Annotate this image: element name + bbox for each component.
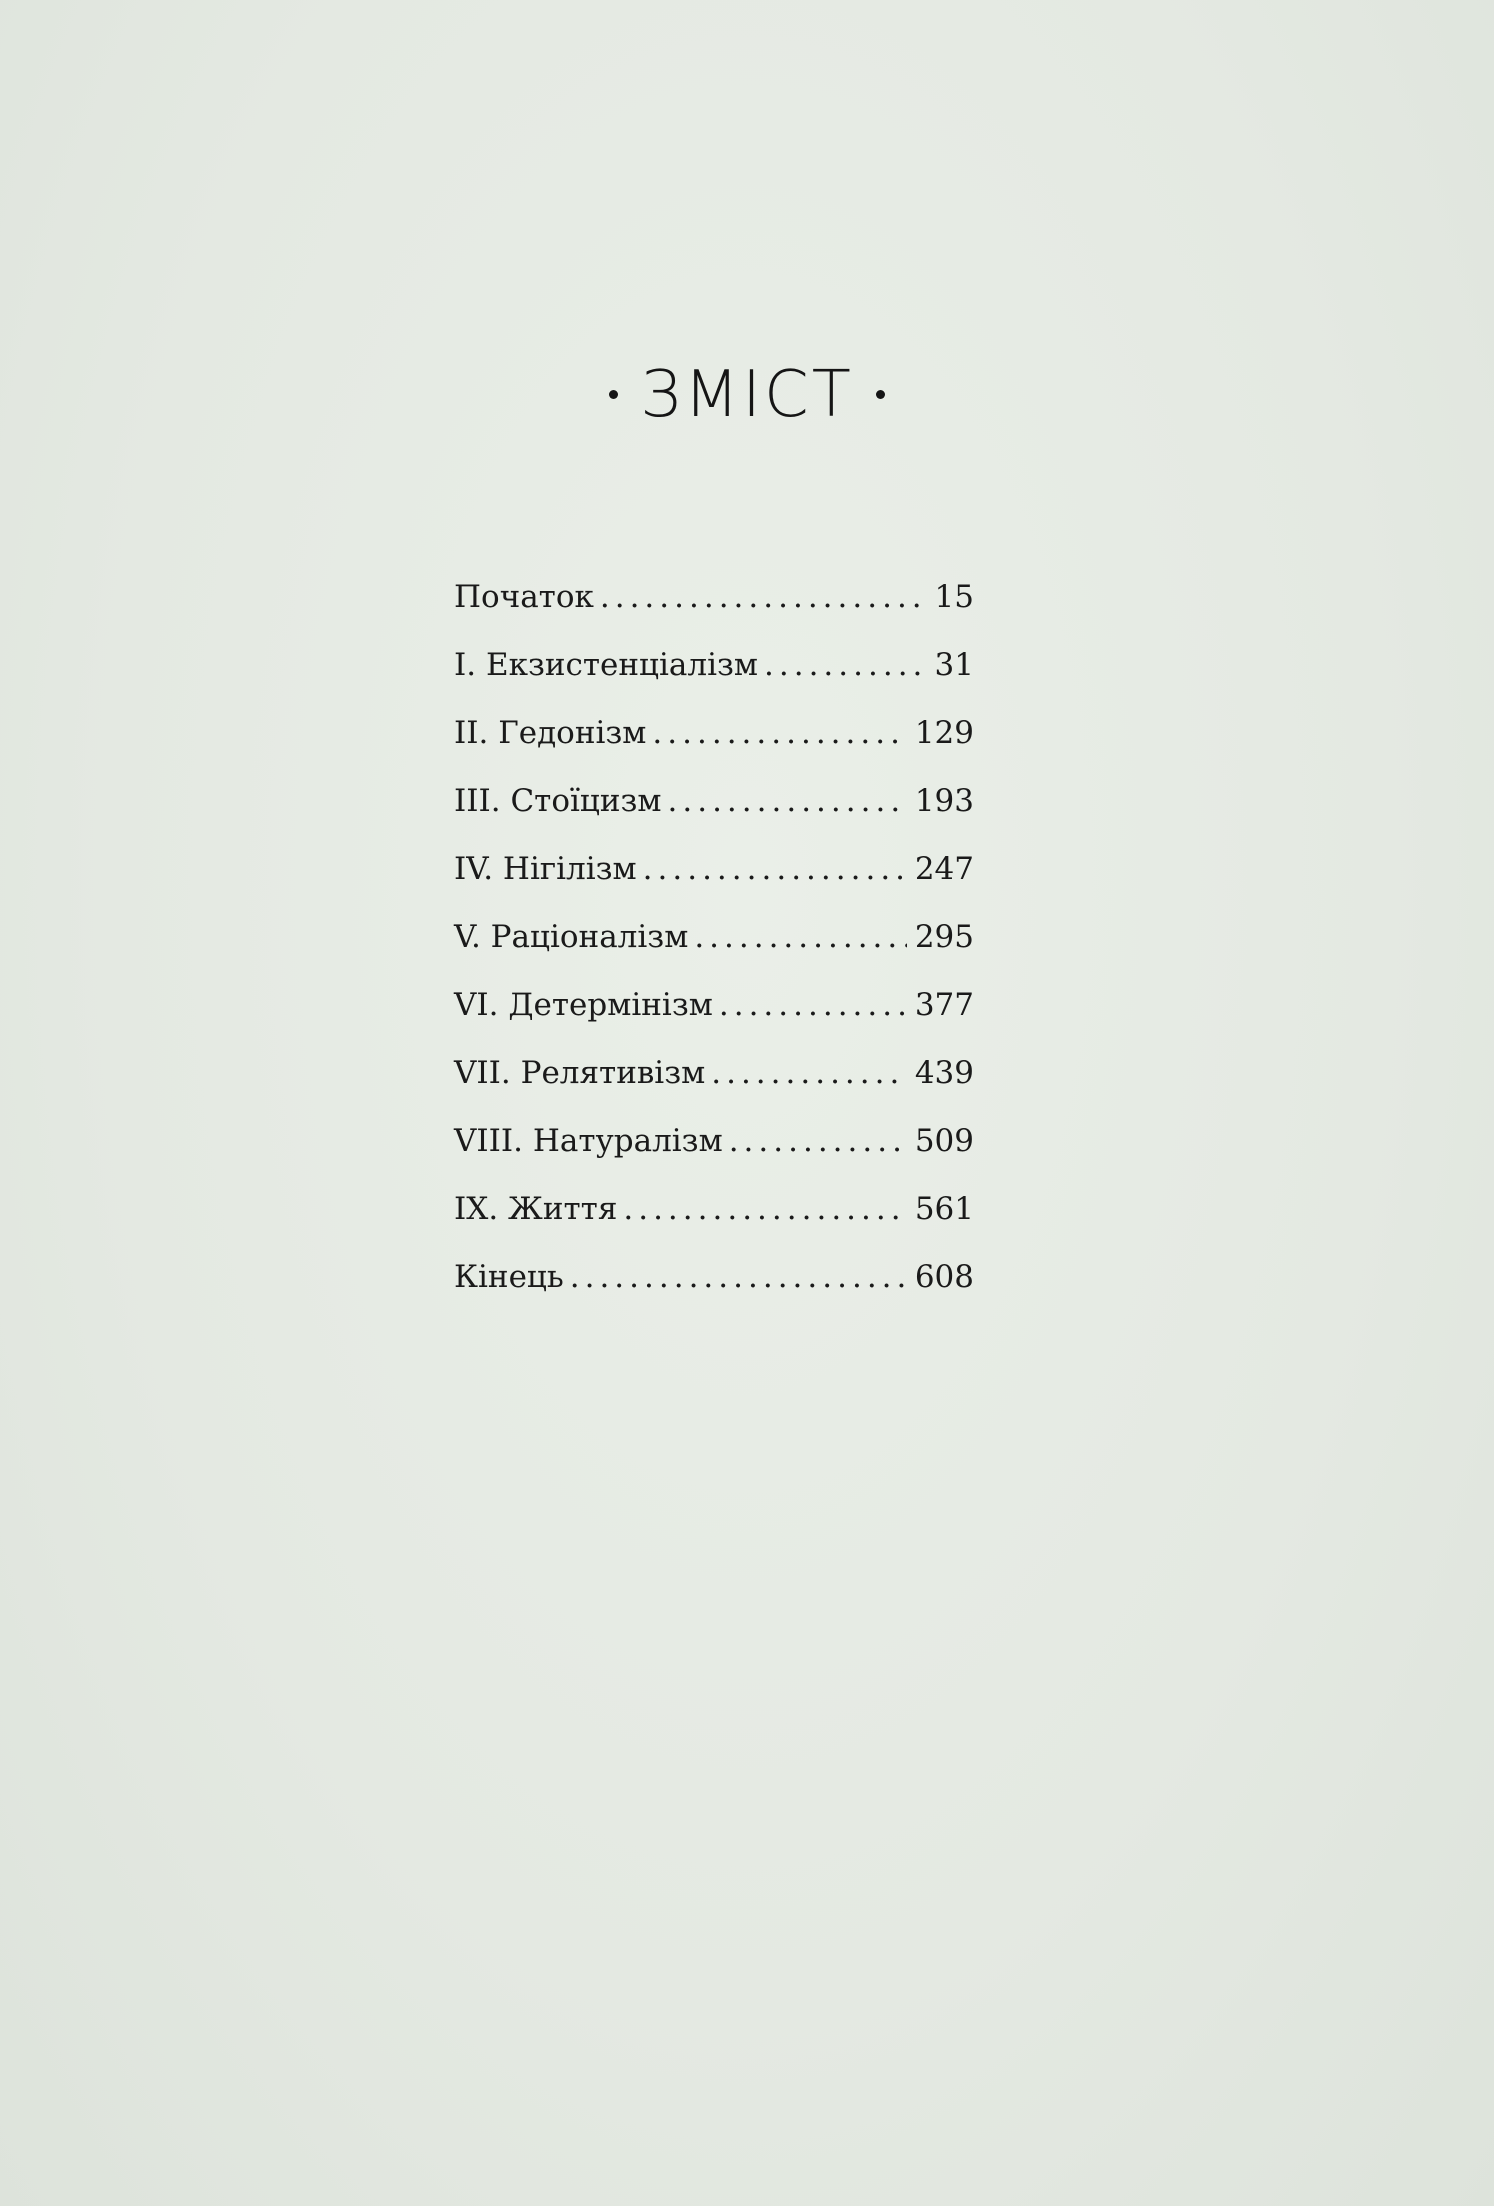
table-of-contents	[454, 570, 974, 1318]
toc-leader-dots	[668, 774, 907, 828]
toc-entry-label: IX. Життя	[454, 1191, 618, 1227]
toc-entry-label: VIII. Натуралізм	[454, 1123, 723, 1159]
toc-entry-label: Початок	[454, 579, 594, 615]
toc-leader-dots	[694, 910, 907, 964]
toc-entry	[454, 1250, 974, 1318]
toc-entry-page: 439	[914, 1055, 974, 1091]
toc-entry-page: 15	[934, 579, 974, 615]
toc-entry	[454, 638, 974, 706]
bullet-left-icon	[609, 390, 618, 399]
toc-entry-label: VII. Релятивізм	[454, 1055, 706, 1091]
toc-entry-label: IV. Нігілізм	[454, 851, 637, 887]
toc-entry-label: II. Гедонізм	[454, 715, 647, 751]
toc-leader-dots	[719, 978, 907, 1032]
toc-entry-page: 295	[914, 919, 974, 955]
toc-leader-dots	[570, 1250, 907, 1304]
toc-entry-page: 129	[914, 715, 974, 751]
toc-leader-dots	[643, 842, 907, 896]
toc-leader-dots	[652, 706, 906, 760]
toc-entry-page: 247	[914, 851, 974, 887]
toc-entry	[454, 774, 974, 842]
toc-entry-page: 608	[914, 1259, 974, 1295]
toc-entry	[454, 1114, 974, 1182]
contents-heading	[0, 355, 1494, 435]
toc-entry	[454, 842, 974, 910]
toc-entry	[454, 706, 974, 774]
toc-entry	[454, 570, 974, 638]
toc-leader-dots	[600, 570, 927, 624]
toc-entry	[454, 978, 974, 1046]
toc-entry-label: Кінець	[454, 1259, 564, 1295]
toc-entry	[454, 910, 974, 978]
toc-entry-page: 561	[914, 1191, 974, 1227]
toc-entry-label: V. Раціоналізм	[454, 919, 689, 955]
toc-entry-page: 193	[914, 783, 974, 819]
toc-leader-dots	[711, 1046, 907, 1100]
toc-leader-dots	[729, 1114, 907, 1168]
toc-entry-page: 31	[934, 647, 974, 683]
bullet-right-icon	[876, 390, 885, 399]
toc-entry-label: VI. Детермінізм	[454, 987, 713, 1023]
toc-leader-dots	[623, 1182, 906, 1236]
toc-leader-dots	[764, 638, 927, 692]
toc-entry-label: I. Екзистенціалізм	[454, 647, 759, 683]
contents-title: ЗМІСТ	[640, 358, 854, 432]
toc-entry	[454, 1182, 974, 1250]
toc-entry-page: 377	[914, 987, 974, 1023]
toc-entry-label: III. Стоїцизм	[454, 783, 662, 819]
toc-entry	[454, 1046, 974, 1114]
toc-entry-page: 509	[914, 1123, 974, 1159]
